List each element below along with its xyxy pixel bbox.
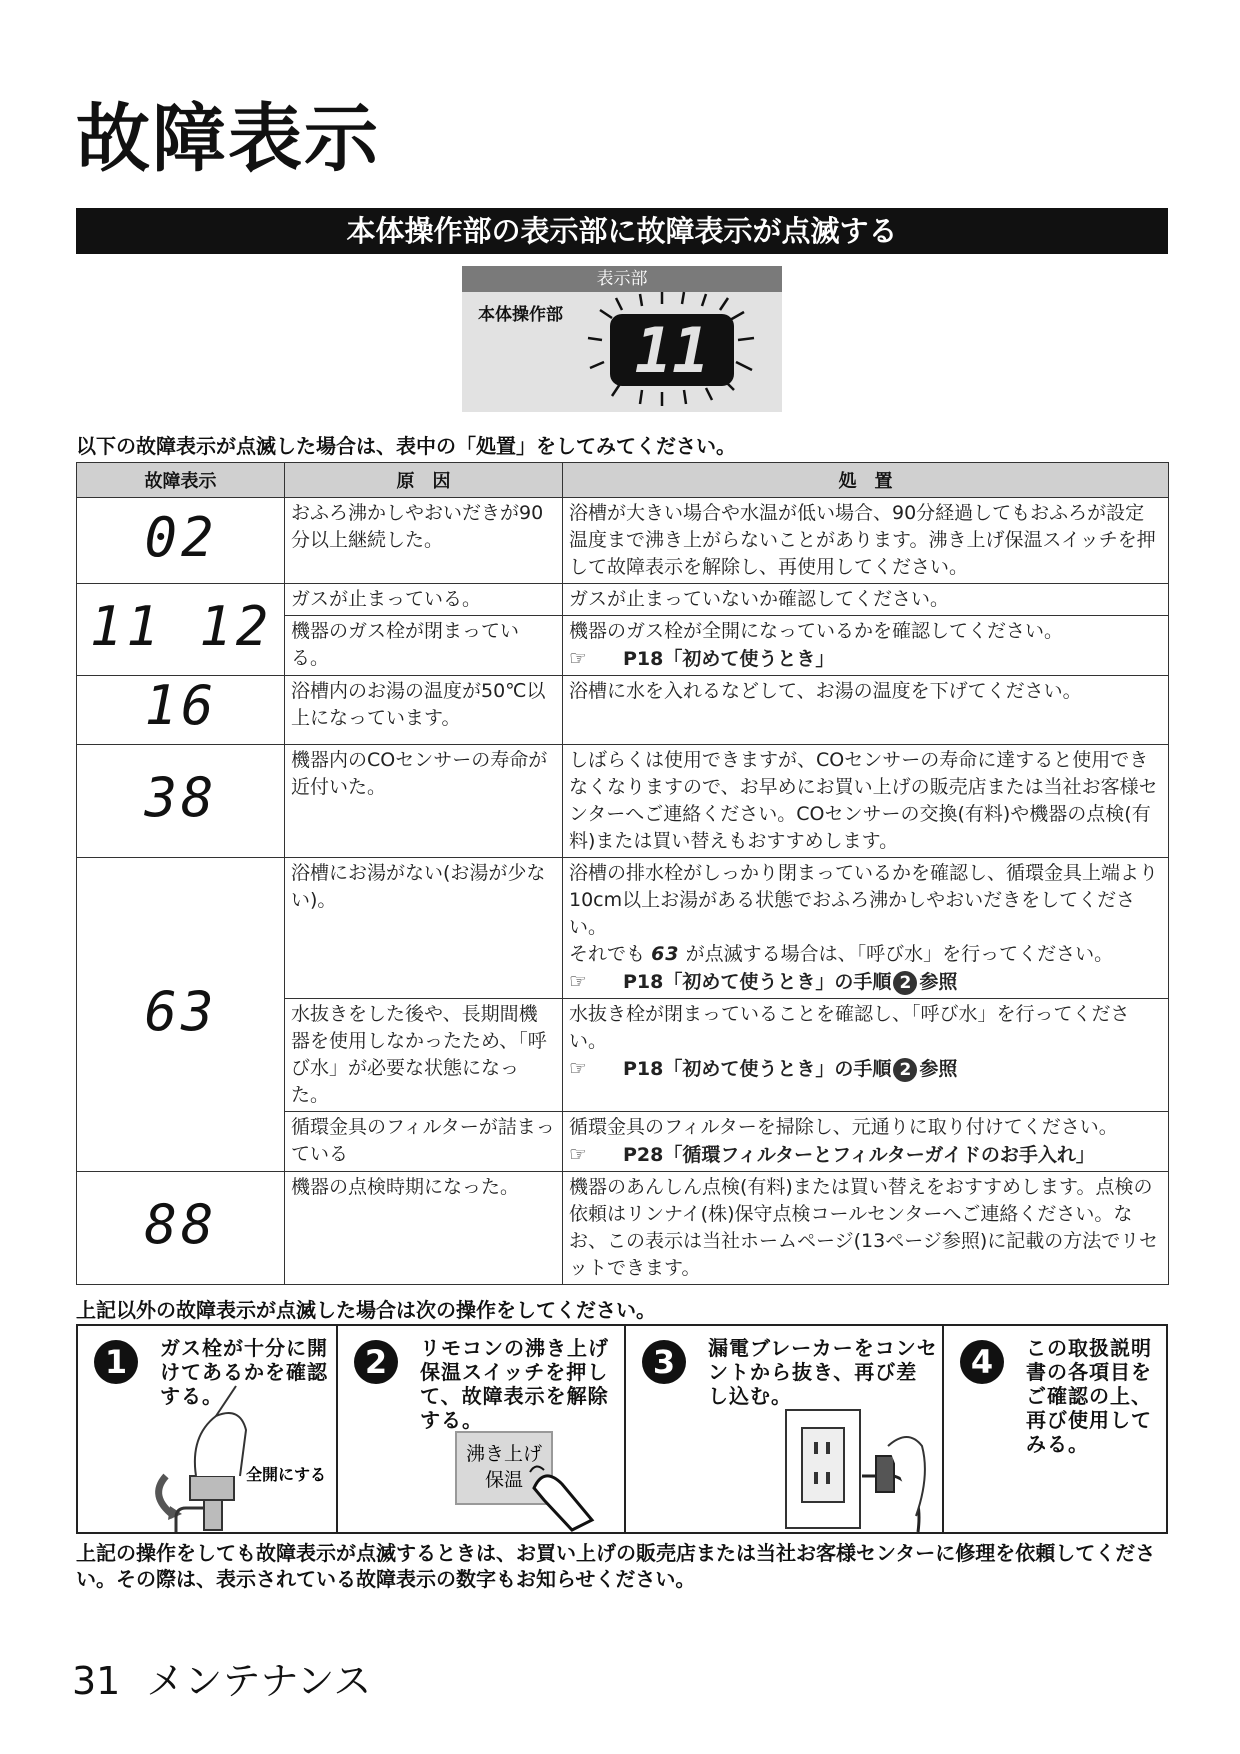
step-1 — [78, 1326, 338, 1532]
action-cell: 浴槽が大きい場合や水温が低い場合、90分経過してもおふろが設定温度まで沸き上がらないことがあります。沸き上げ保温スイッチを押して故障表示を解除し、再使用してください。 — [563, 498, 1169, 584]
button-label-1: 沸き上げ — [465, 1443, 543, 1465]
page-reference — [569, 968, 1162, 996]
reference-suffix: 参照 — [919, 1058, 958, 1080]
action-cell: 浴槽に水を入れるなどして、お湯の温度を下げてください。 — [563, 676, 1169, 745]
step-number: 4 — [960, 1340, 1004, 1384]
steps-box — [76, 1324, 1168, 1534]
error-code: 38 — [143, 766, 218, 829]
action-text-post: が点滅する場合は、「呼び水」を行ってください。 — [685, 943, 1114, 965]
step-text: この取扱説明書の各項目をご確認の上、再び使用してみる。 — [1026, 1336, 1152, 1456]
cause-cell: 機器の点検時期になった。 — [285, 1172, 563, 1285]
inline-error-code: 63 — [651, 943, 680, 965]
steps-instruction: 上記以外の故障表示が点滅した場合は次の操作をしてください。 — [76, 1298, 656, 1322]
reference-suffix: 参照 — [919, 971, 958, 993]
step-number: 1 — [94, 1340, 138, 1384]
error-code: 11 12 — [89, 594, 272, 658]
step-4 — [944, 1326, 1166, 1532]
pointing-hand-icon: ☞ — [569, 1056, 587, 1080]
reference-text: P28「循環フィルターとフィルターガイドのお手入れ」 — [623, 1144, 1095, 1166]
action-text: 機器のガス栓が全開になっているかを確認してください。 — [569, 620, 1064, 642]
action-text: 浴槽の排水栓がしっかり閉まっているかを確認し、循環金具上端より10cm以上お湯がある状態でおふろ沸かしやおいだきをしてください。 — [569, 862, 1159, 938]
action-cell: 機器のあんしん点検(有料)または買い替えをおすすめします。点検の依頼はリンナイ(株)保守点検コールセンターへご連絡ください。なお、この表示は当社ホームページ(13ページ参照)に記載の方法でリセットできます。 — [563, 1172, 1169, 1285]
step-3 — [626, 1326, 944, 1532]
section-name: メンテナンス — [146, 1659, 372, 1703]
table-row — [77, 858, 1169, 999]
action-text-pre: それでも — [569, 943, 646, 965]
error-code-cell — [77, 584, 285, 676]
section-title: 本体操作部の表示部に故障表示が点滅する — [76, 208, 1168, 254]
plug-outlet-icon — [626, 1326, 940, 1532]
cause-cell: 浴槽にお湯がない(お湯が少ない)。 — [285, 858, 563, 999]
table-instruction: 以下の故障表示が点滅した場合は、表中の「処置」をしてみてください。 — [76, 434, 736, 458]
header-action: 処 置 — [563, 463, 1169, 498]
step-number-badge: 2 — [893, 1058, 917, 1082]
error-code: 63 — [143, 979, 218, 1043]
step-text: リモコンの沸き上げ保温スイッチを押して、故障表示を解除する。 — [420, 1336, 609, 1432]
pointing-hand-icon: ☞ — [569, 646, 587, 670]
error-code-table — [76, 462, 1169, 1285]
page-number: 31 — [72, 1659, 121, 1703]
step-2 — [338, 1326, 626, 1532]
table-row — [77, 676, 1169, 745]
cause-cell: 機器のガス栓が閉まっている。 — [285, 616, 563, 676]
cause-cell: おふろ沸かしやおいだきが90分以上継続した。 — [285, 498, 563, 584]
action-cell — [563, 999, 1169, 1112]
page-title: 故障表示 — [76, 96, 380, 182]
error-code: 02 — [143, 505, 218, 569]
repair-note: 上記の操作をしても故障表示が点滅するときは、お買い上げの販売店または当社お客様センターに修理を依頼してください。その際は、表示されている故障表示の数字もお知らせください。 — [76, 1541, 1156, 1591]
button-label-2: 保温 — [484, 1469, 524, 1491]
action-text: 循環金具のフィルターを掃除し、元通りに取り付けてください。 — [569, 1116, 1118, 1138]
action-cell — [563, 616, 1169, 676]
reheat-button-icon — [338, 1326, 622, 1532]
cause-cell: ガスが止まっている。 — [285, 584, 563, 616]
cause-cell: 機器内のCOセンサーの寿命が近付いた。 — [285, 745, 563, 858]
page-reference — [569, 1055, 1162, 1083]
table-header-row — [77, 463, 1169, 498]
reference-text: P18「初めて使うとき」の手順 — [623, 1058, 892, 1080]
step-caption: 全開にする — [246, 1465, 327, 1484]
error-code: 88 — [143, 1193, 218, 1256]
pointing-hand-icon: ☞ — [569, 969, 587, 993]
header-cause: 原 因 — [285, 463, 563, 498]
step-number: 3 — [642, 1340, 686, 1384]
table-row — [77, 745, 1169, 858]
action-cell: しばらくは使用できますが、COセンサーの寿命に達すると使用できなくなりますので、お早めにお買い上げの販売店または当社お客様センターへご連絡ください。COセンサーの交換(有料)や機器の点検(有料)または買い替えもおすすめします。 — [563, 745, 1169, 858]
panel-header: 表示部 — [462, 266, 782, 292]
step-text: 漏電ブレーカーをコンセントから抜き、再び差し込む。 — [708, 1336, 938, 1408]
cause-cell: 循環金具のフィルターが詰まっている — [285, 1112, 563, 1172]
reference-text: P18「初めて使うとき」の手順 — [623, 971, 892, 993]
error-code-cell — [77, 745, 285, 858]
error-code-cell — [77, 1172, 285, 1285]
step-number-badge: 2 — [893, 971, 917, 995]
page-footer — [72, 1650, 371, 1705]
page-reference — [569, 645, 1162, 673]
step-text: ガス栓が十分に開けてあるかを確認する。 — [160, 1336, 328, 1408]
action-cell — [563, 1112, 1169, 1172]
cause-cell: 水抜きをした後や、長期間機器を使用しなかったため、「呼び水」が必要な状態になった。 — [285, 999, 563, 1112]
display-code: 11 — [634, 314, 710, 387]
reference-text: P18「初めて使うとき」 — [623, 648, 835, 670]
header-code: 故障表示 — [77, 463, 285, 498]
blinking-display-icon — [462, 266, 782, 412]
table-row — [77, 1172, 1169, 1285]
gas-valve-icon — [78, 1326, 334, 1532]
table-row — [77, 584, 1169, 616]
page-reference — [569, 1141, 1162, 1169]
action-cell: ガスが止まっていないか確認してください。 — [563, 584, 1169, 616]
table-row — [77, 498, 1169, 584]
action-cell — [563, 858, 1169, 999]
panel-label: 本体操作部 — [478, 305, 563, 325]
error-code: 16 — [143, 676, 218, 736]
step-number: 2 — [354, 1340, 398, 1384]
error-code-cell — [77, 498, 285, 584]
error-code-cell — [77, 858, 285, 1172]
pointing-hand-icon: ☞ — [569, 1142, 587, 1166]
cause-cell: 浴槽内のお湯の温度が50℃以上になっています。 — [285, 676, 563, 745]
action-text: 水抜き栓が閉まっていることを確認し、「呼び水」を行ってください。 — [569, 1003, 1130, 1052]
error-code-cell — [77, 676, 285, 745]
display-panel-illustration — [462, 266, 782, 412]
